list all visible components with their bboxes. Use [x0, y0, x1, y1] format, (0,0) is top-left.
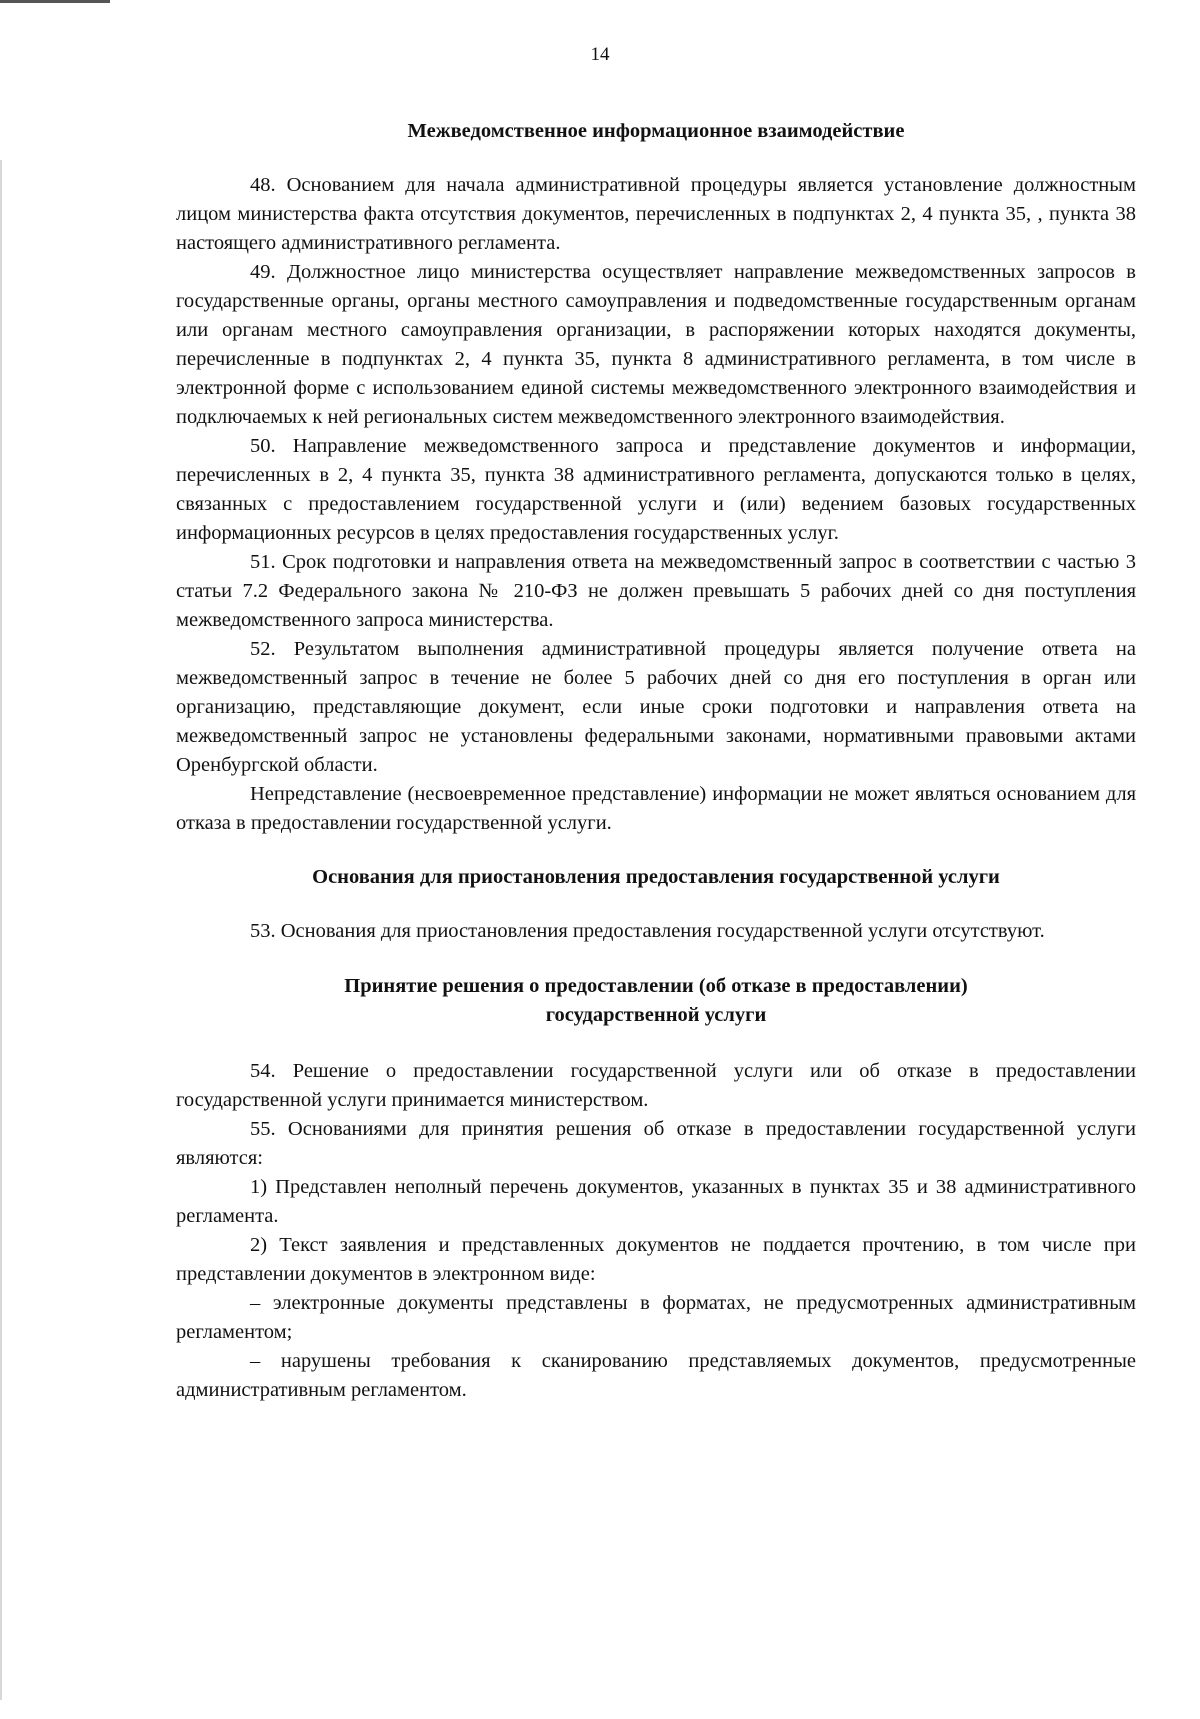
paragraph-50: 50. Направление межведомственного запроса и представление документов и информации, перечисленных в 2, 4 пункта 35, пункта 38 административного регламента, допускаются только в целях, связанных с предоставлением государственной услуги и (или) ведением базовых государственных информационных ресурсов в целях предоставления государственных услуг. — [176, 435, 1136, 544]
document-body — [176, 117, 1136, 1405]
section-heading-interagency: Межведомственное информационное взаимодействие — [407, 120, 905, 142]
paragraph-55-item-2-dash-2: – нарушены требования к сканированию представляемых документов, предусмотренные административным регламентом. — [176, 1350, 1136, 1401]
paragraph-49: 49. Должностное лицо министерства осуществляет направление межведомственных запросов в государственные органы, органы местного самоуправления и подведомственные государственным органам или органам местного самоуправления организации, в распоряжении которых находятся документы, перечисленные в подпунктах 2, 4 пункта 35, пункта 8 административного регламента, в том числе в электронной форме с использованием единой системы межведомственного электронного взаимодействия и подключаемых к ней региональных систем межведомственного электронного взаимодействия. — [176, 261, 1136, 428]
paragraph-54: 54. Решение о предоставлении государственной услуги или об отказе в предоставлении государственной услуги принимается министерством. — [176, 1060, 1136, 1111]
paragraph-51: 51. Срок подготовки и направления ответа на межведомственный запрос в соответствии с частью 3 статьи 7.2 Федерального закона № 210-ФЗ не должен превышать 5 рабочих дней со дня поступления межведомственного запроса министерства. — [176, 551, 1136, 631]
section-heading-suspension: Основания для приостановления предоставления государственной услуги — [312, 866, 1000, 888]
paragraph-52: 52. Результатом выполнения административной процедуры является получение ответа на межведомственный запрос в течение не более 5 рабочих дней со дня его поступления в орган или организацию, представляющие документ, если иные сроки подготовки и направления ответа на межведомственный запрос не установлены федеральными законами, нормативными правовыми актами Оренбургской области. — [176, 638, 1136, 776]
paragraph-48: 48. Основанием для начала административной процедуры является установление должностным лицом министерства факта отсутствия документов, перечисленных в подпунктах 2, 4 пункта 35, , пункта 38 настоящего административного регламента. — [176, 174, 1136, 254]
scan-edge-shadow — [0, 160, 2, 1700]
paragraph-53: 53. Основания для приостановления предоставления государственной услуги отсутствуют. — [250, 920, 1045, 942]
paragraph-non-provision: Непредставление (несвоевременное представление) информации не может являться основанием для отказа в предоставлении государственной услуги. — [176, 783, 1136, 834]
paragraph-55-item-1: 1) Представлен неполный перечень документов, указанных в пунктах 35 и 38 административного регламента. — [176, 1176, 1136, 1227]
scan-edge-mark — [0, 0, 110, 3]
section-heading-decision-line2: государственной услуги — [545, 1004, 767, 1026]
paragraph-55: 55. Основаниями для принятия решения об отказе в предоставлении государственной услуги являются: — [176, 1118, 1136, 1169]
section-heading-decision-line1: Принятие решения о предоставлении (об отказе в предоставлении) — [344, 975, 968, 997]
paragraph-55-item-2: 2) Текст заявления и представленных документов не поддается прочтению, в том числе при представлении документов в электронном виде: — [176, 1234, 1136, 1285]
paragraph-55-item-2-dash-1: – электронные документы представлены в форматах, не предусмотренных административным регламентом; — [176, 1292, 1136, 1343]
section-heading-decision — [176, 972, 1136, 1030]
page-number: 14 — [590, 44, 610, 65]
